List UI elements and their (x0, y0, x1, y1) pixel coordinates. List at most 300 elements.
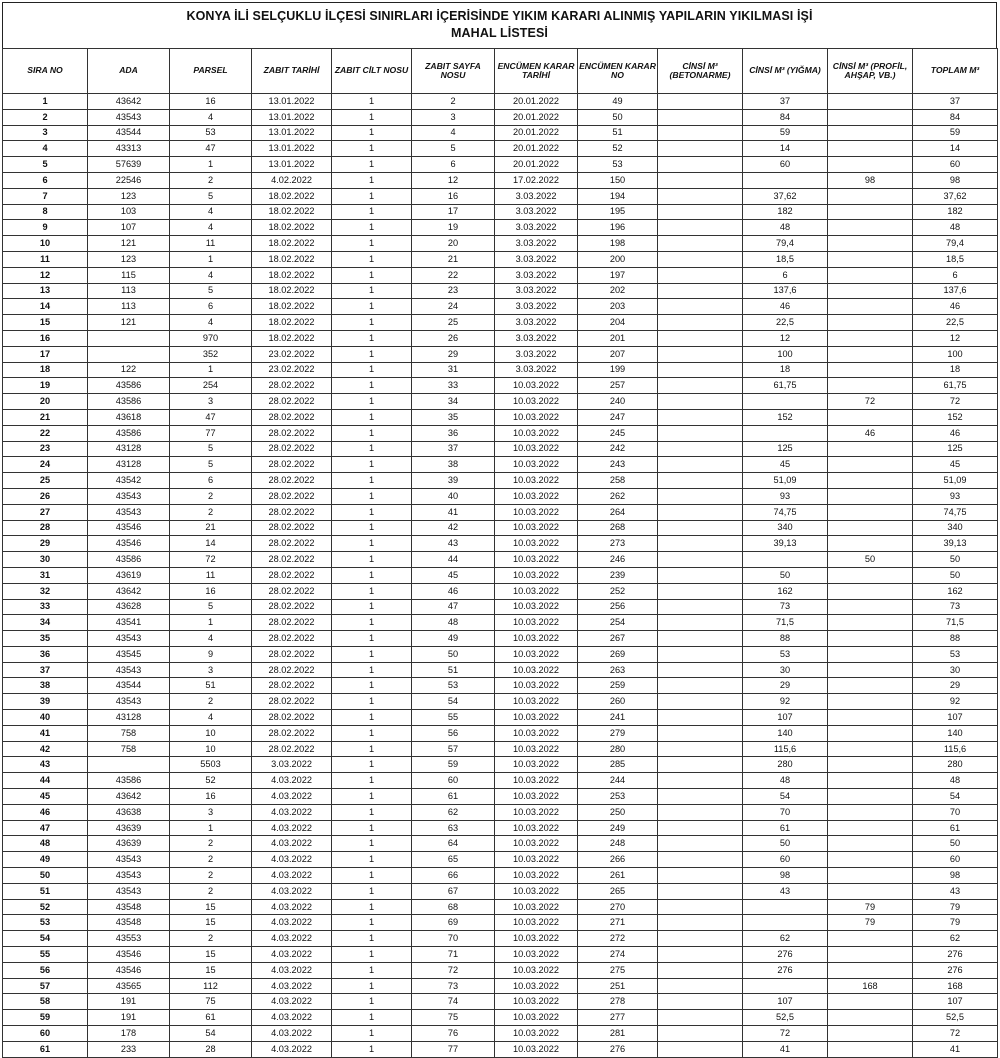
table-row (3, 1026, 998, 1042)
cell-toplam: 182 (913, 204, 998, 220)
cell-zabit-cilt: 1 (332, 520, 412, 536)
cell-zabit-sayfa: 31 (412, 362, 495, 378)
cell-encumen-no: 50 (578, 109, 658, 125)
cell-encumen-tarihi: 3.03.2022 (495, 251, 578, 267)
cell-sira-no: 14 (3, 299, 88, 315)
header-ada: ADA (88, 49, 170, 94)
cell-toplam: 46 (913, 299, 998, 315)
cell-zabit-sayfa: 50 (412, 646, 495, 662)
cell-sira-no: 41 (3, 725, 88, 741)
cell-profil-ahsap (828, 615, 913, 631)
cell-zabit-sayfa: 63 (412, 820, 495, 836)
cell-encumen-tarihi: 10.03.2022 (495, 836, 578, 852)
cell-zabit-tarihi: 28.02.2022 (252, 662, 332, 678)
cell-profil-ahsap (828, 1010, 913, 1026)
table-row (3, 789, 998, 805)
cell-encumen-no: 207 (578, 346, 658, 362)
cell-yigma: 45 (743, 457, 828, 473)
cell-parsel: 3 (170, 804, 252, 820)
cell-sira-no: 2 (3, 109, 88, 125)
cell-betonarme (658, 172, 743, 188)
cell-parsel: 15 (170, 962, 252, 978)
cell-toplam: 93 (913, 488, 998, 504)
cell-parsel: 5 (170, 283, 252, 299)
cell-sira-no: 11 (3, 251, 88, 267)
cell-zabit-tarihi: 28.02.2022 (252, 378, 332, 394)
cell-yigma: 98 (743, 868, 828, 884)
cell-yigma: 340 (743, 520, 828, 536)
cell-zabit-cilt: 1 (332, 536, 412, 552)
cell-betonarme (658, 710, 743, 726)
table-row (3, 820, 998, 836)
cell-ada: 43586 (88, 378, 170, 394)
cell-profil-ahsap: 79 (828, 899, 913, 915)
table-row (3, 852, 998, 868)
cell-zabit-cilt: 1 (332, 473, 412, 489)
cell-ada: 43548 (88, 915, 170, 931)
cell-ada: 123 (88, 188, 170, 204)
cell-toplam: 79,4 (913, 236, 998, 252)
cell-ada: 43553 (88, 931, 170, 947)
cell-toplam: 45 (913, 457, 998, 473)
cell-betonarme (658, 1010, 743, 1026)
cell-encumen-tarihi: 10.03.2022 (495, 868, 578, 884)
cell-zabit-cilt: 1 (332, 915, 412, 931)
cell-zabit-sayfa: 39 (412, 473, 495, 489)
cell-profil-ahsap (828, 504, 913, 520)
cell-encumen-tarihi: 10.03.2022 (495, 1041, 578, 1057)
cell-ada: 43544 (88, 125, 170, 141)
cell-toplam: 37,62 (913, 188, 998, 204)
cell-parsel: 2 (170, 504, 252, 520)
cell-yigma: 18 (743, 362, 828, 378)
cell-profil-ahsap (828, 947, 913, 963)
cell-encumen-no: 202 (578, 283, 658, 299)
cell-yigma: 276 (743, 947, 828, 963)
cell-parsel: 16 (170, 94, 252, 110)
cell-sira-no: 40 (3, 710, 88, 726)
cell-toplam: 41 (913, 1041, 998, 1057)
cell-zabit-sayfa: 22 (412, 267, 495, 283)
cell-parsel: 14 (170, 536, 252, 552)
cell-encumen-no: 246 (578, 552, 658, 568)
cell-parsel: 6 (170, 299, 252, 315)
cell-sira-no: 53 (3, 915, 88, 931)
cell-betonarme (658, 409, 743, 425)
cell-ada: 43586 (88, 552, 170, 568)
cell-yigma: 140 (743, 725, 828, 741)
cell-sira-no: 19 (3, 378, 88, 394)
cell-zabit-cilt: 1 (332, 441, 412, 457)
cell-encumen-tarihi: 10.03.2022 (495, 694, 578, 710)
cell-profil-ahsap (828, 157, 913, 173)
cell-zabit-tarihi: 28.02.2022 (252, 504, 332, 520)
cell-encumen-no: 251 (578, 978, 658, 994)
cell-zabit-cilt: 1 (332, 583, 412, 599)
cell-toplam: 50 (913, 567, 998, 583)
cell-yigma (743, 899, 828, 915)
cell-zabit-cilt: 1 (332, 757, 412, 773)
cell-betonarme (658, 473, 743, 489)
cell-toplam: 60 (913, 157, 998, 173)
cell-yigma: 115,6 (743, 741, 828, 757)
cell-encumen-no: 52 (578, 141, 658, 157)
cell-yigma: 92 (743, 694, 828, 710)
cell-parsel: 5 (170, 188, 252, 204)
cell-yigma: 137,6 (743, 283, 828, 299)
cell-sira-no: 5 (3, 157, 88, 173)
cell-encumen-no: 239 (578, 567, 658, 583)
cell-ada: 107 (88, 220, 170, 236)
cell-ada: 191 (88, 994, 170, 1010)
cell-zabit-cilt: 1 (332, 504, 412, 520)
cell-zabit-tarihi: 4.03.2022 (252, 836, 332, 852)
cell-zabit-sayfa: 45 (412, 567, 495, 583)
cell-zabit-cilt: 1 (332, 267, 412, 283)
cell-sira-no: 21 (3, 409, 88, 425)
cell-zabit-sayfa: 75 (412, 1010, 495, 1026)
cell-betonarme (658, 915, 743, 931)
cell-zabit-tarihi: 18.02.2022 (252, 283, 332, 299)
cell-ada (88, 330, 170, 346)
table-row (3, 409, 998, 425)
cell-zabit-sayfa: 5 (412, 141, 495, 157)
cell-parsel: 1 (170, 820, 252, 836)
cell-toplam: 60 (913, 852, 998, 868)
cell-zabit-cilt: 1 (332, 425, 412, 441)
cell-encumen-tarihi: 10.03.2022 (495, 378, 578, 394)
table-row (3, 757, 998, 773)
cell-encumen-no: 254 (578, 615, 658, 631)
cell-encumen-no: 250 (578, 804, 658, 820)
table-row (3, 583, 998, 599)
cell-ada: 43544 (88, 678, 170, 694)
cell-zabit-cilt: 1 (332, 172, 412, 188)
cell-parsel: 5 (170, 441, 252, 457)
cell-toplam: 72 (913, 394, 998, 410)
cell-sira-no: 23 (3, 441, 88, 457)
cell-zabit-tarihi: 28.02.2022 (252, 694, 332, 710)
cell-betonarme (658, 947, 743, 963)
cell-encumen-tarihi: 10.03.2022 (495, 852, 578, 868)
cell-ada: 113 (88, 299, 170, 315)
table-row (3, 631, 998, 647)
cell-ada: 43128 (88, 710, 170, 726)
cell-sira-no: 20 (3, 394, 88, 410)
cell-encumen-no: 195 (578, 204, 658, 220)
cell-zabit-sayfa: 37 (412, 441, 495, 457)
cell-encumen-tarihi: 10.03.2022 (495, 473, 578, 489)
table-row (3, 567, 998, 583)
cell-parsel: 72 (170, 552, 252, 568)
cell-profil-ahsap (828, 109, 913, 125)
cell-zabit-cilt: 1 (332, 94, 412, 110)
table-row (3, 899, 998, 915)
cell-yigma: 84 (743, 109, 828, 125)
cell-zabit-tarihi: 4.03.2022 (252, 1026, 332, 1042)
cell-betonarme (658, 488, 743, 504)
cell-encumen-no: 247 (578, 409, 658, 425)
cell-parsel: 352 (170, 346, 252, 362)
cell-sira-no: 46 (3, 804, 88, 820)
cell-zabit-cilt: 1 (332, 567, 412, 583)
cell-sira-no: 35 (3, 631, 88, 647)
cell-toplam: 30 (913, 662, 998, 678)
cell-zabit-tarihi: 28.02.2022 (252, 646, 332, 662)
cell-encumen-tarihi: 10.03.2022 (495, 725, 578, 741)
cell-yigma: 12 (743, 330, 828, 346)
cell-ada: 57639 (88, 157, 170, 173)
cell-zabit-cilt: 1 (332, 947, 412, 963)
cell-encumen-tarihi: 10.03.2022 (495, 599, 578, 615)
cell-profil-ahsap: 72 (828, 394, 913, 410)
cell-sira-no: 22 (3, 425, 88, 441)
cell-betonarme (658, 267, 743, 283)
table-row (3, 94, 998, 110)
cell-parsel: 54 (170, 1026, 252, 1042)
cell-zabit-cilt: 1 (332, 552, 412, 568)
cell-encumen-tarihi: 10.03.2022 (495, 710, 578, 726)
cell-encumen-tarihi: 10.03.2022 (495, 994, 578, 1010)
cell-toplam: 98 (913, 172, 998, 188)
cell-profil-ahsap (828, 931, 913, 947)
cell-sira-no: 51 (3, 883, 88, 899)
cell-sira-no: 29 (3, 536, 88, 552)
cell-profil-ahsap (828, 520, 913, 536)
cell-betonarme (658, 678, 743, 694)
cell-yigma: 182 (743, 204, 828, 220)
cell-zabit-sayfa: 61 (412, 789, 495, 805)
cell-parsel: 15 (170, 947, 252, 963)
cell-sira-no: 52 (3, 899, 88, 915)
cell-encumen-no: 270 (578, 899, 658, 915)
cell-ada: 43642 (88, 94, 170, 110)
cell-encumen-tarihi: 10.03.2022 (495, 915, 578, 931)
cell-profil-ahsap (828, 409, 913, 425)
table-row (3, 473, 998, 489)
cell-zabit-cilt: 1 (332, 694, 412, 710)
cell-ada: 43546 (88, 536, 170, 552)
cell-zabit-sayfa: 12 (412, 172, 495, 188)
table-row (3, 962, 998, 978)
cell-betonarme (658, 725, 743, 741)
cell-encumen-no: 263 (578, 662, 658, 678)
cell-encumen-no: 275 (578, 962, 658, 978)
cell-betonarme (658, 836, 743, 852)
cell-betonarme (658, 378, 743, 394)
cell-parsel: 2 (170, 836, 252, 852)
table-row (3, 994, 998, 1010)
cell-betonarme (658, 425, 743, 441)
cell-encumen-no: 248 (578, 836, 658, 852)
cell-ada: 43639 (88, 836, 170, 852)
cell-zabit-tarihi: 4.03.2022 (252, 978, 332, 994)
cell-zabit-tarihi: 23.02.2022 (252, 362, 332, 378)
cell-encumen-no: 150 (578, 172, 658, 188)
cell-sira-no: 38 (3, 678, 88, 694)
cell-betonarme (658, 789, 743, 805)
cell-zabit-sayfa: 34 (412, 394, 495, 410)
cell-encumen-tarihi: 3.03.2022 (495, 267, 578, 283)
table-row (3, 394, 998, 410)
cell-encumen-no: 272 (578, 931, 658, 947)
cell-encumen-tarihi: 10.03.2022 (495, 978, 578, 994)
cell-zabit-tarihi: 28.02.2022 (252, 536, 332, 552)
cell-zabit-cilt: 1 (332, 662, 412, 678)
cell-yigma: 37,62 (743, 188, 828, 204)
cell-zabit-cilt: 1 (332, 346, 412, 362)
cell-ada: 43619 (88, 567, 170, 583)
cell-zabit-cilt: 1 (332, 236, 412, 252)
mahal-table (2, 48, 998, 1058)
document-title-block (2, 2, 997, 48)
cell-betonarme (658, 536, 743, 552)
cell-ada: 43543 (88, 868, 170, 884)
cell-toplam: 70 (913, 804, 998, 820)
table-row (3, 488, 998, 504)
cell-yigma: 70 (743, 804, 828, 820)
cell-encumen-tarihi: 3.03.2022 (495, 346, 578, 362)
cell-parsel: 61 (170, 1010, 252, 1026)
cell-sira-no: 6 (3, 172, 88, 188)
cell-zabit-sayfa: 20 (412, 236, 495, 252)
cell-zabit-tarihi: 18.02.2022 (252, 251, 332, 267)
cell-encumen-no: 53 (578, 157, 658, 173)
cell-zabit-tarihi: 28.02.2022 (252, 520, 332, 536)
cell-betonarme (658, 330, 743, 346)
cell-encumen-no: 277 (578, 1010, 658, 1026)
cell-zabit-sayfa: 76 (412, 1026, 495, 1042)
cell-betonarme (658, 94, 743, 110)
cell-yigma: 39,13 (743, 536, 828, 552)
cell-profil-ahsap: 79 (828, 915, 913, 931)
cell-betonarme (658, 315, 743, 331)
cell-encumen-tarihi: 10.03.2022 (495, 583, 578, 599)
cell-toplam: 18 (913, 362, 998, 378)
cell-encumen-no: 265 (578, 883, 658, 899)
cell-yigma: 22,5 (743, 315, 828, 331)
cell-yigma: 53 (743, 646, 828, 662)
cell-ada: 43543 (88, 694, 170, 710)
cell-zabit-sayfa: 47 (412, 599, 495, 615)
table-row (3, 204, 998, 220)
cell-ada: 43543 (88, 883, 170, 899)
cell-encumen-tarihi: 10.03.2022 (495, 615, 578, 631)
table-row (3, 441, 998, 457)
cell-yigma: 6 (743, 267, 828, 283)
cell-sira-no: 16 (3, 330, 88, 346)
cell-zabit-tarihi: 4.03.2022 (252, 820, 332, 836)
table-row (3, 378, 998, 394)
cell-zabit-cilt: 1 (332, 362, 412, 378)
cell-encumen-no: 273 (578, 536, 658, 552)
cell-toplam: 37 (913, 94, 998, 110)
table-row (3, 646, 998, 662)
cell-profil-ahsap (828, 631, 913, 647)
cell-zabit-cilt: 1 (332, 883, 412, 899)
cell-sira-no: 17 (3, 346, 88, 362)
cell-sira-no: 47 (3, 820, 88, 836)
cell-betonarme (658, 157, 743, 173)
cell-profil-ahsap (828, 125, 913, 141)
cell-betonarme (658, 220, 743, 236)
cell-encumen-no: 242 (578, 441, 658, 457)
cell-encumen-no: 197 (578, 267, 658, 283)
cell-yigma (743, 552, 828, 568)
cell-encumen-tarihi: 10.03.2022 (495, 394, 578, 410)
cell-toplam: 137,6 (913, 283, 998, 299)
cell-toplam: 62 (913, 931, 998, 947)
cell-parsel: 10 (170, 741, 252, 757)
cell-zabit-cilt: 1 (332, 488, 412, 504)
document-page (2, 2, 997, 1054)
cell-zabit-sayfa: 57 (412, 741, 495, 757)
cell-ada: 43565 (88, 978, 170, 994)
cell-zabit-tarihi: 4.03.2022 (252, 868, 332, 884)
cell-zabit-cilt: 1 (332, 251, 412, 267)
cell-zabit-sayfa: 43 (412, 536, 495, 552)
cell-profil-ahsap (828, 346, 913, 362)
cell-ada: 43638 (88, 804, 170, 820)
cell-betonarme (658, 441, 743, 457)
cell-zabit-sayfa: 72 (412, 962, 495, 978)
cell-profil-ahsap (828, 789, 913, 805)
cell-ada: 43548 (88, 899, 170, 915)
table-row (3, 678, 998, 694)
cell-sira-no: 27 (3, 504, 88, 520)
cell-parsel: 4 (170, 315, 252, 331)
cell-zabit-tarihi: 28.02.2022 (252, 615, 332, 631)
cell-sira-no: 15 (3, 315, 88, 331)
cell-toplam: 54 (913, 789, 998, 805)
cell-zabit-tarihi: 4.03.2022 (252, 915, 332, 931)
cell-encumen-tarihi: 10.03.2022 (495, 757, 578, 773)
cell-parsel: 52 (170, 773, 252, 789)
cell-toplam: 280 (913, 757, 998, 773)
cell-zabit-sayfa: 29 (412, 346, 495, 362)
cell-encumen-no: 285 (578, 757, 658, 773)
cell-parsel: 15 (170, 899, 252, 915)
cell-betonarme (658, 299, 743, 315)
cell-profil-ahsap (828, 852, 913, 868)
cell-zabit-tarihi: 28.02.2022 (252, 599, 332, 615)
header-cinsi-profil-ahsap: CİNSİ M³ (PROFİL, AHŞAP, VB.) (828, 49, 913, 94)
cell-ada: 113 (88, 283, 170, 299)
cell-zabit-cilt: 1 (332, 125, 412, 141)
cell-parsel: 1 (170, 615, 252, 631)
table-row (3, 931, 998, 947)
table-row (3, 741, 998, 757)
cell-toplam: 276 (913, 962, 998, 978)
cell-profil-ahsap (828, 567, 913, 583)
cell-ada: 43313 (88, 141, 170, 157)
header-encumen-karar-tarihi: ENCÜMEN KARAR TARİHİ (495, 49, 578, 94)
cell-betonarme (658, 615, 743, 631)
cell-parsel: 5 (170, 599, 252, 615)
cell-zabit-sayfa: 24 (412, 299, 495, 315)
cell-zabit-sayfa: 36 (412, 425, 495, 441)
cell-encumen-tarihi: 3.03.2022 (495, 236, 578, 252)
cell-toplam: 22,5 (913, 315, 998, 331)
cell-zabit-cilt: 1 (332, 457, 412, 473)
cell-ada: 43546 (88, 962, 170, 978)
cell-encumen-no: 279 (578, 725, 658, 741)
cell-yigma: 100 (743, 346, 828, 362)
cell-zabit-tarihi: 28.02.2022 (252, 710, 332, 726)
cell-toplam: 276 (913, 947, 998, 963)
cell-profil-ahsap (828, 283, 913, 299)
cell-sira-no: 25 (3, 473, 88, 489)
